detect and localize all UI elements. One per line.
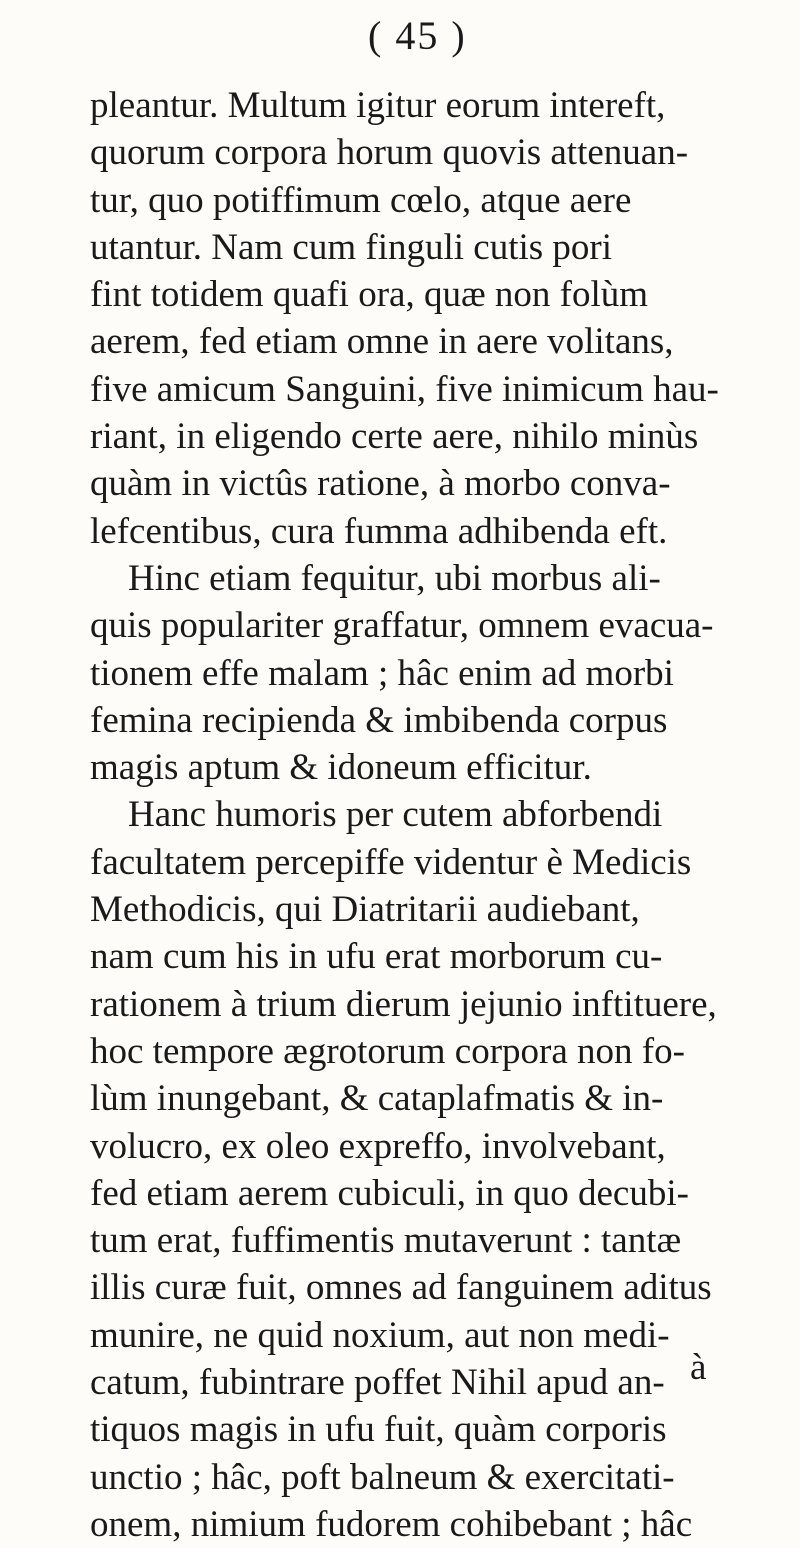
text-line: quorum corpora horum quovis attenuan- — [90, 132, 689, 174]
text-line: magis aptum & idoneum efficitur. — [90, 747, 592, 789]
text-line: unctio ; hâc, poft balneum & exercitati- — [90, 1456, 675, 1498]
text-line: fed etiam aerem cubiculi, in quo decubi- — [90, 1172, 689, 1214]
page-number: ( 45 ) — [368, 13, 467, 58]
text-line: munire, ne quid noxium, aut non medi- — [90, 1314, 670, 1356]
text-line: tiquos magis in ufu fuit, quàm corporis — [90, 1409, 667, 1451]
text-line: onem, nimium fudorem cohibebant ; hâc — [90, 1503, 693, 1545]
text-line: quàm in victûs ratione, à morbo conva- — [90, 463, 671, 505]
text-line: lefcentibus, cura fumma adhibenda eft. — [90, 510, 668, 552]
paragraph-start-line: Hinc etiam fequitur, ubi morbus ali- — [128, 557, 661, 599]
body-text — [90, 82, 730, 1548]
paragraph-start-line: Hanc humoris per cutem abforbendi — [128, 794, 663, 836]
text-line: fint totidem quafi ora, quæ non folùm — [90, 274, 648, 316]
text-line: five amicum Sanguini, five inimicum hau- — [90, 368, 719, 410]
text-line: volucro, ex oleo expreffo, involvebant, — [90, 1125, 666, 1167]
text-line: riant, in eligendo certe aere, nihilo minùs — [90, 416, 699, 458]
text-line: hoc tempore ægrotorum corpora non fo- — [90, 1030, 685, 1072]
text-line: lùm inungebant, & cataplafmatis & in- — [90, 1078, 664, 1120]
text-line: facultatem percepiffe videntur è Medicis — [90, 841, 692, 883]
text-line: catum, fubintrare poffet Nihil apud an- — [90, 1362, 665, 1404]
text-line: femina recipienda & imbibenda corpus — [90, 699, 668, 741]
text-line: nam cum his in ufu erat morborum cu- — [90, 936, 663, 978]
text-line: quis populariter graffatur, omnem evacua- — [90, 605, 714, 647]
catchword: à — [690, 1347, 707, 1388]
text-line: illis curæ fuit, omnes ad fanguinem aditus — [90, 1267, 712, 1309]
text-line: tum erat, fuffimentis mutaverunt : tantæ — [90, 1220, 682, 1262]
text-line: tur, quo potiffimum cœlo, atque aere — [90, 179, 632, 221]
text-line: pleantur. Multum igitur eorum intereft, — [90, 85, 666, 126]
text-line: Methodicis, qui Diatritarii audiebant, — [90, 889, 640, 931]
text-line: utantur. Nam cum finguli cutis pori — [90, 226, 613, 268]
text-line: aerem, fed etiam omne in aere volitans, — [90, 321, 674, 363]
text-line: tionem effe malam ; hâc enim ad morbi — [90, 652, 674, 694]
text-line: rationem à trium dierum jejunio inftituere, — [90, 983, 717, 1025]
